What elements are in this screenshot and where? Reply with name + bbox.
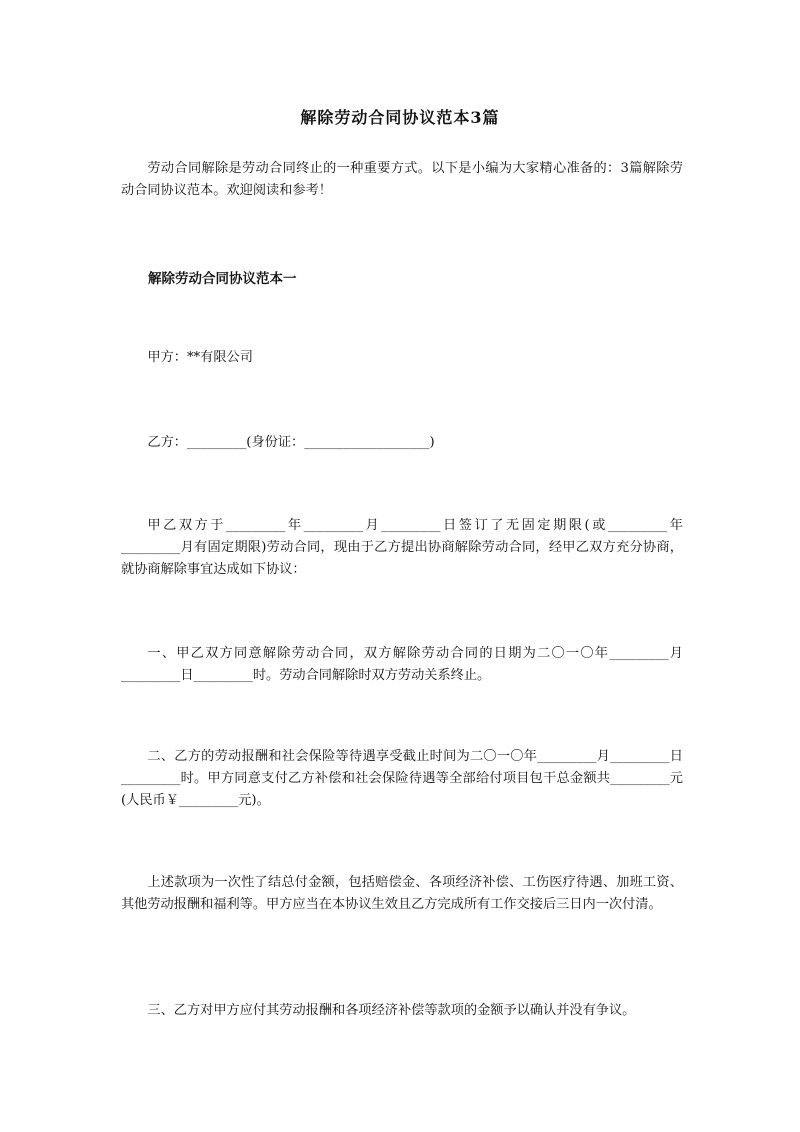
intro-paragraph: 劳动合同解除是劳动合同终止的一种重要方式。以下是小编为大家精心准备的：3篇解除劳动合同协议范本。欢迎阅读和参考！: [121, 161, 683, 198]
party-a-line: 甲方：**有限公司: [147, 350, 253, 365]
preamble-paragraph: 甲乙双方于_________年_________月_________日签订了无固定期限(或_________年_________月有固定期限)劳动合同，现由于乙方提出协商解除劳动合同，经甲乙双方充分协商，就协商解除事宜达成如下协议：: [121, 518, 683, 577]
document-title: 解除劳动合同协议范本3篇: [300, 108, 500, 127]
clause-1-paragraph: 一、甲乙双方同意解除劳动合同，双方解除劳动合同的日期为二〇一〇年_________月_________日_________时。劳动合同解除时双方劳动关系终止。: [121, 646, 683, 683]
clause-3-paragraph: 三、乙方对甲方应付其劳动报酬和各项经济补偿等款项的金额予以确认并没有争议。: [147, 1003, 636, 1018]
section-heading: 解除劳动合同协议范本一: [148, 271, 297, 287]
clause-2-paragraph: 二、乙方的劳动报酬和社会保险等待遇享受截止时间为二〇一〇年_________月_________日_________时。甲方同意支付乙方补偿和社会保险待遇等全部给付项目包干总金额共_________元(人民币￥_________元)。: [121, 749, 683, 808]
party-b-line: 乙方：_________(身份证：___________________): [147, 435, 435, 450]
clause-2-note-paragraph: 上述款项为一次性了结总付金额，包括赔偿金、各项经济补偿、工伤医疗待遇、加班工资、其他劳动报酬和福利等。甲方应当在本协议生效且乙方完成所有工作交接后三日内一次付清。: [121, 875, 683, 912]
